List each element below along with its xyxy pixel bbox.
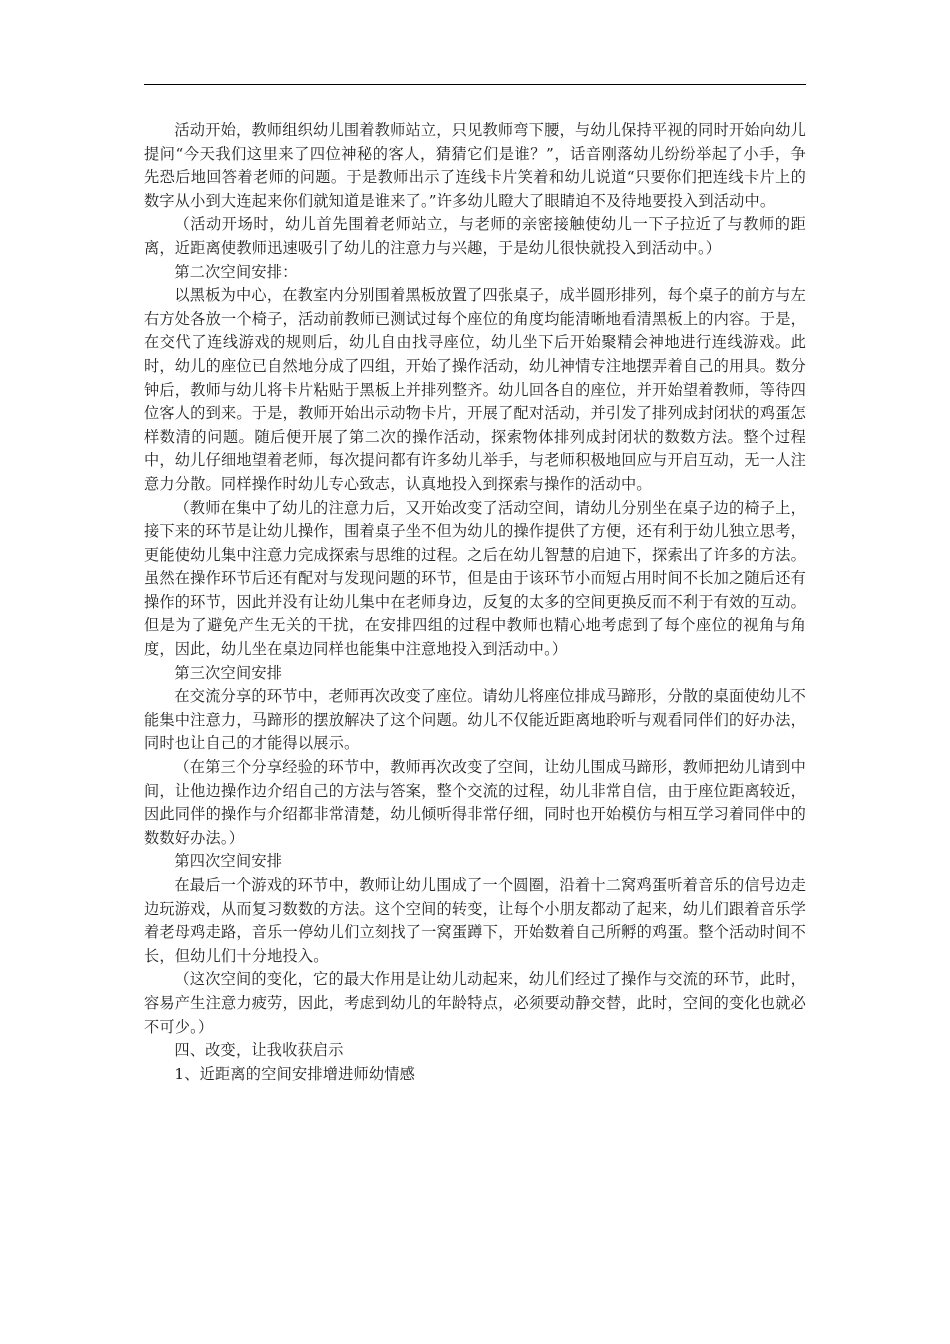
paragraph-note-2: （教师在集中了幼儿的注意力后，又开始改变了活动空间，请幼儿分别坐在桌子边的椅子上，接下来的环节是让幼儿操作，围着桌子坐不但为幼儿的操作提供了方便，还有利于幼儿独立思考，更能使幼儿集中注意力完成探索与思维的过程。之后在幼儿智慧的启迪下，探索出了许多的方法。虽然在操作环节后还有配对与发现问题的环节，但是由于该环节小而短占用时间不长加之随后还有操作的环节，因此并没有让幼儿集中在老师身边，反复的太多的空间更换反而不利于有效的互动。但是为了避免产生无关的干扰，在安排四组的过程中教师也精心地考虑到了每个座位的视角与角度，因此，幼儿坐在桌边同样也能集中注意地投入到活动中。） <box>144 498 806 659</box>
section-heading-four: 四、改变，让我收获启示 <box>174 1041 344 1060</box>
paragraph-note-4: （这次空间的变化，它的最大作用是让幼儿动起来，幼儿们经过了操作与交流的环节，此时，容易产生注意力疲劳，因此，考虑到幼儿的年龄特点，必须要动静交替，此时，空间的变化也就必不可少。） <box>144 970 806 1036</box>
paragraph-activity-start: 活动开始，教师组织幼儿围着教师站立，只见教师弯下腰，与幼儿保持平视的同时开始向幼儿提问“今天我们这里来了四位神秘的客人，猜猜它们是谁？”，话音刚落幼儿纷纷举起了小手，争先恐后地回答着老师的问题。于是教师出示了连线卡片笑着和幼儿说道“只要你们把连线卡片上的数字从小到大连起来你们就知道是谁来了。”许多幼儿瞪大了眼睛迫不及待地要投入到活动中。 <box>144 121 806 210</box>
heading-fourth-arrangement: 第四次空间安排 <box>174 852 283 871</box>
document-body <box>144 119 806 1086</box>
paragraph-note-1: （活动开场时，幼儿首先围着老师站立，与老师的亲密接触使幼儿一下子拉近了与教师的距离，近距离使教师迅速吸引了幼儿的注意力与兴趣，于是幼儿很快就投入到活动中。） <box>144 215 806 257</box>
subsection-heading-1: 1、近距离的空间安排增进师幼情感 <box>174 1064 416 1083</box>
header-rule <box>144 84 806 85</box>
paragraph-fourth-arrangement: 在最后一个游戏的环节中，教师让幼儿围成了一个圆圈，沿着十二窝鸡蛋听着音乐的信号边走边玩游戏，从而复习数数的方法。这个空间的转变，让每个小朋友都动了起来，幼儿们跟着音乐学着老母鸡走路，音乐一停幼儿们立刻找了一窝蛋蹲下，开始数着自己所孵的鸡蛋。整个活动时间不长，但幼儿们十分地投入。 <box>144 876 806 965</box>
paragraph-second-arrangement: 以黑板为中心，在教室内分别围着黑板放置了四张桌子，成半圆形排列，每个桌子的前方与左右方处各放一个椅子，活动前教师已测试过每个座位的角度均能清晰地看清黑板上的内容。于是，在交代了连线游戏的规则后，幼儿自由找寻座位，幼儿坐下后开始聚精会神地进行连线游戏。此时，幼儿的座位已自然地分成了四组，开始了操作活动，幼儿神情专注地摆弄着自己的用具。数分钟后，教师与幼儿将卡片粘贴于黑板上并排列整齐。幼儿回各自的座位，并开始望着教师，等待四位客人的到来。于是，教师开始出示动物卡片，开展了配对活动，并引发了排列成封闭状的鸡蛋怎样数清的问题。随后便开展了第二次的操作活动，探索物体排列成封闭状的数数方法。整个过程中，幼儿仔细地望着老师，每次提问都有许多幼儿举手，与老师积极地回应与开启互动，无一人注意力分散。同样操作时幼儿专心致志，认真地投入到探索与操作的活动中。 <box>144 286 806 493</box>
heading-third-arrangement: 第三次空间安排 <box>174 663 283 682</box>
paragraph-third-arrangement: 在交流分享的环节中，老师再次改变了座位。请幼儿将座位排成马蹄形，分散的桌面使幼儿不能集中注意力，马蹄形的摆放解决了这个问题。幼儿不仅能近距离地聆听与观看同伴们的好办法，同时也让自己的才能得以展示。 <box>144 687 806 753</box>
heading-second-arrangement: 第二次空间安排： <box>174 262 298 281</box>
paragraph-note-3: （在第三个分享经验的环节中，教师再次改变了空间，让幼儿围成马蹄形，教师把幼儿请到中间，让他边操作边介绍自己的方法与答案，整个交流的过程，幼儿非常自信，由于座位距离较近，因此同伴的操作与介绍都非常清楚，幼儿倾听得非常仔细，同时也开始模仿与相互学习着同伴中的数数好办法。） <box>144 758 806 847</box>
